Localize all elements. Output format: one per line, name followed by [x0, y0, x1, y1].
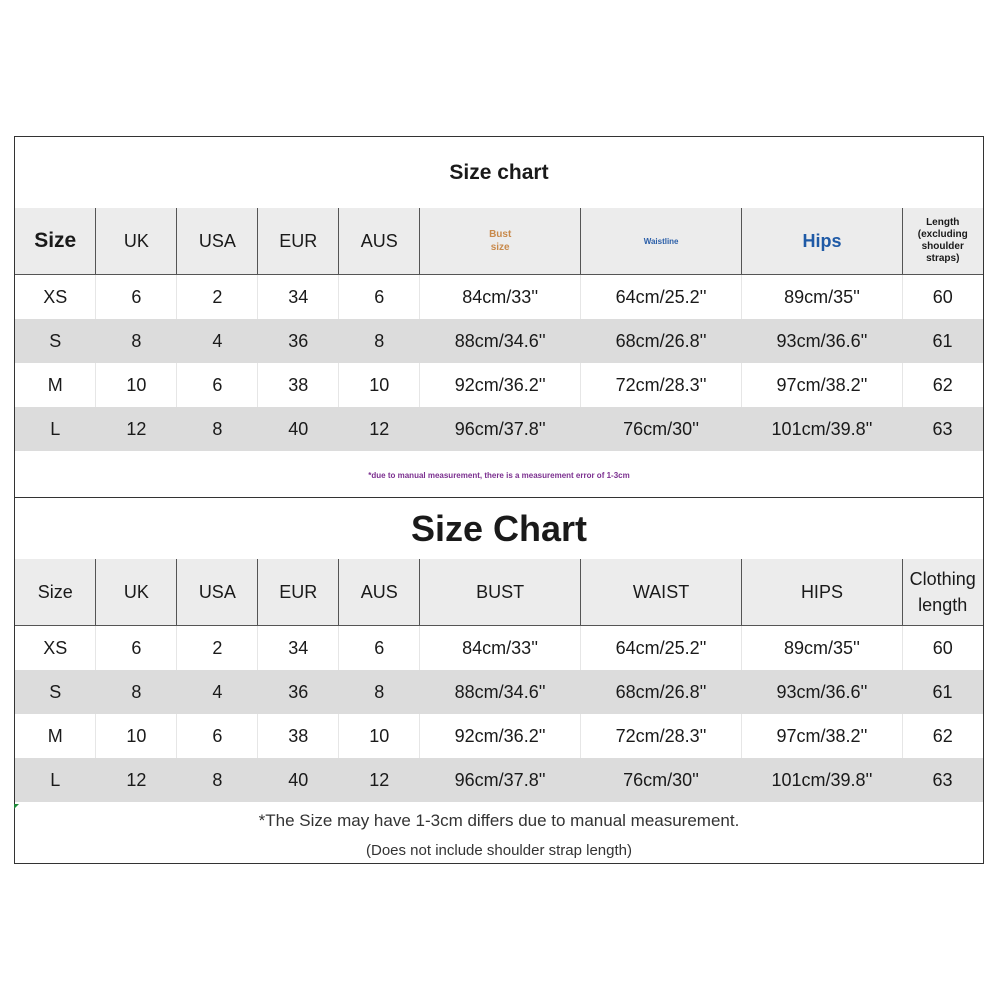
cell-length: 60 [932, 637, 953, 658]
cell-bust: 84cm/33'' [420, 275, 581, 320]
cell-aus: 12 [339, 758, 420, 802]
cell-uk: 10 [96, 363, 177, 407]
cell-uk: 12 [96, 407, 177, 451]
table-row [15, 758, 983, 802]
cell-uk: 6 [96, 275, 177, 320]
table-row [15, 363, 983, 407]
table-2-header-row [15, 559, 983, 626]
cell-hips: 97cm/38.2'' [741, 714, 902, 758]
cell-bust: 92cm/36.2'' [420, 714, 581, 758]
cell-size: S [15, 319, 96, 363]
cell-bust: 96cm/37.8'' [420, 758, 581, 802]
cell-waist: 68cm/26.8'' [581, 319, 742, 363]
header-length [902, 208, 982, 275]
header-waist: WAIST [581, 559, 742, 626]
cell-waist: 76cm/30'' [581, 758, 742, 802]
table-row [15, 670, 983, 714]
table-1-header-row [15, 208, 983, 275]
cell-size: XS [15, 275, 96, 320]
header-hips: HIPS [741, 559, 902, 626]
cell-waist: 72cm/28.3'' [581, 714, 742, 758]
header-aus: AUS [339, 208, 420, 275]
cell-aus: 10 [339, 714, 420, 758]
cell-usa: 2 [177, 275, 258, 320]
header-size: Size [15, 208, 96, 275]
cell-eur: 36 [258, 319, 339, 363]
cell-length: 61 [902, 319, 982, 363]
header-bust-line2: size [490, 242, 510, 253]
header-aus: AUS [339, 559, 420, 626]
cell-uk: 12 [96, 758, 177, 802]
table-row [15, 626, 983, 671]
cell-bust: 88cm/34.6'' [420, 670, 581, 714]
cell-hips: 93cm/36.6'' [741, 670, 902, 714]
cell-length: 61 [902, 670, 982, 714]
table-row [15, 407, 983, 451]
cell-length: 62 [932, 374, 953, 395]
cell-hips: 89cm/35'' [741, 626, 902, 671]
cell-usa: 8 [177, 758, 258, 802]
cell-size: M [15, 714, 96, 758]
header-eur: EUR [258, 208, 339, 275]
size-table-1 [15, 208, 983, 451]
header-bust [420, 208, 581, 275]
cell-length: 60 [932, 286, 953, 307]
cell-waist: 68cm/26.8'' [581, 670, 742, 714]
cell-uk: 10 [96, 714, 177, 758]
size-table-2 [15, 559, 983, 802]
cell-size: S [15, 670, 96, 714]
cell-eur: 40 [258, 758, 339, 802]
header-length-line1: Length [926, 217, 960, 228]
header-size: Size [15, 559, 96, 626]
header-uk: UK [96, 208, 177, 275]
chart-2-title: Size Chart [15, 498, 983, 560]
table-row [15, 275, 983, 320]
measurement-note-2: *The Size may have 1-3cm differs due to manual measurement. [258, 811, 740, 830]
cell-usa: 6 [177, 714, 258, 758]
header-bust-line1: Bust [489, 229, 512, 240]
header-eur: EUR [258, 559, 339, 626]
cell-bust: 96cm/37.8'' [420, 407, 581, 451]
size-chart-2 [14, 497, 984, 864]
header-uk: UK [96, 559, 177, 626]
cell-size: M [15, 363, 96, 407]
cell-waist: 72cm/28.3'' [581, 363, 742, 407]
cell-hips: 89cm/35'' [742, 275, 903, 320]
cell-aus: 12 [339, 407, 420, 451]
header-waist: Waistline [581, 208, 742, 275]
cell-size: L [15, 758, 96, 802]
cell-aus: 6 [339, 626, 420, 671]
cell-eur: 40 [258, 407, 339, 451]
measurement-note-1: *due to manual measurement, there is a measurement error of 1-3cm [368, 471, 630, 480]
corner-mark [14, 804, 19, 809]
header-hips: Hips [742, 208, 903, 275]
cell-hips: 93cm/36.6'' [742, 319, 903, 363]
cell-waist: 76cm/30'' [581, 407, 742, 451]
table-row [15, 714, 983, 758]
cell-waist: 64cm/25.2'' [581, 626, 742, 671]
cell-eur: 34 [258, 626, 339, 671]
chart-1-title: Size chart [15, 137, 983, 209]
header-usa: USA [177, 208, 258, 275]
cell-aus: 8 [339, 319, 420, 363]
cell-size: XS [15, 626, 96, 671]
cell-aus: 8 [339, 670, 420, 714]
cell-hips: 97cm/38.2'' [742, 363, 903, 407]
cell-bust: 88cm/34.6'' [420, 319, 581, 363]
header-length-line2: length [918, 595, 968, 615]
cell-bust: 84cm/33'' [420, 626, 581, 671]
cell-uk: 8 [96, 319, 177, 363]
cell-length: 63 [902, 758, 982, 802]
table-row [15, 319, 983, 363]
header-length-line3: shoulder [921, 241, 964, 252]
header-length [902, 559, 982, 626]
cell-eur: 38 [258, 714, 339, 758]
header-bust: BUST [420, 559, 581, 626]
size-chart-1 [14, 136, 984, 498]
cell-length: 62 [932, 725, 953, 746]
cell-waist: 64cm/25.2'' [581, 275, 742, 320]
cell-eur: 38 [258, 363, 339, 407]
cell-uk: 8 [96, 670, 177, 714]
cell-aus: 6 [339, 275, 420, 320]
cell-usa: 4 [177, 319, 258, 363]
cell-eur: 34 [258, 275, 339, 320]
header-length-line4: straps) [926, 253, 960, 264]
cell-hips: 101cm/39.8'' [741, 758, 902, 802]
header-usa: USA [177, 559, 258, 626]
cell-hips: 101cm/39.8'' [742, 407, 903, 451]
cell-usa: 6 [177, 363, 258, 407]
cell-aus: 10 [339, 363, 420, 407]
cell-bust: 92cm/36.2'' [420, 363, 581, 407]
cell-eur: 36 [258, 670, 339, 714]
header-length-line1: Clothing [909, 569, 976, 589]
cell-uk: 6 [96, 626, 177, 671]
shoulder-strap-note: (Does not include shoulder strap length) [366, 842, 632, 859]
cell-usa: 8 [177, 407, 258, 451]
header-length-line2: (excluding [917, 229, 968, 240]
cell-size: L [15, 407, 96, 451]
cell-length: 63 [902, 407, 982, 451]
cell-usa: 2 [177, 626, 258, 671]
cell-usa: 4 [177, 670, 258, 714]
